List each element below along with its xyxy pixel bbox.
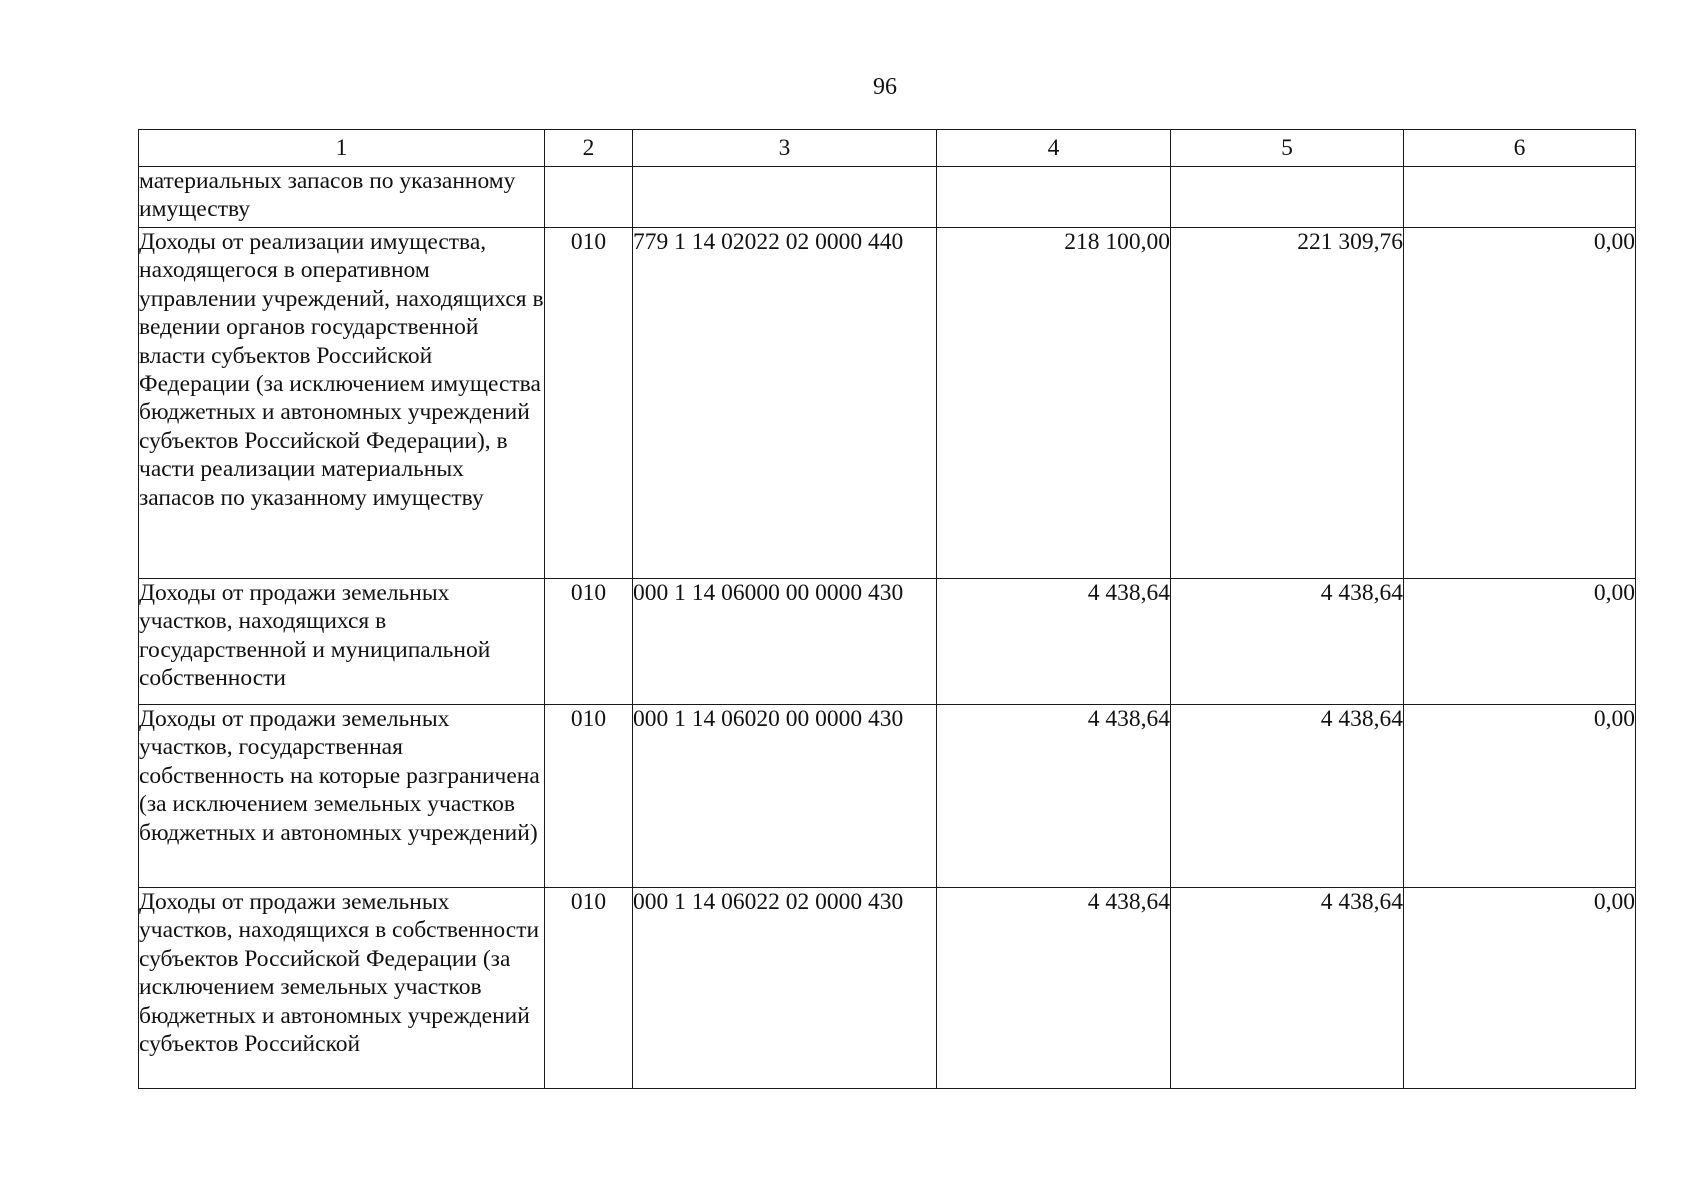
header-col-5: 5 <box>1171 130 1404 167</box>
table-row <box>139 579 1636 705</box>
row-name-cell: Доходы от продажи земельных участков, государственная собственность на которые разграничена (за исключением земельных участков бюджетных и автономных учреждений) <box>139 705 545 888</box>
header-col-2: 2 <box>545 130 633 167</box>
row-name-cell: материальных запасов по указанному имуществу <box>139 167 545 228</box>
row-col6-cell: 0,00 <box>1404 888 1636 1089</box>
row-kbk-cell: 000 1 14 06022 02 0000 430 <box>633 888 937 1089</box>
row-code-cell: 010 <box>545 705 633 888</box>
table-body <box>139 167 1636 1089</box>
row-kbk-cell <box>633 167 937 228</box>
row-col5-cell: 4 438,64 <box>1171 888 1404 1089</box>
row-name-cell: Доходы от продажи земельных участков, находящихся в собственности субъектов Российской Федерации (за исключением земельных участков бюджетных и автономных учреждений субъектов Российской <box>139 888 545 1089</box>
row-kbk-cell: 000 1 14 06020 00 0000 430 <box>633 705 937 888</box>
table-row <box>139 228 1636 579</box>
row-code-cell: 010 <box>545 228 633 579</box>
row-col5-cell: 4 438,64 <box>1171 579 1404 705</box>
row-col4-cell: 4 438,64 <box>937 888 1171 1089</box>
row-code-cell: 010 <box>545 888 633 1089</box>
table-row <box>139 888 1636 1089</box>
row-col6-cell <box>1404 167 1636 228</box>
row-col4-cell <box>937 167 1171 228</box>
row-col6-cell: 0,00 <box>1404 579 1636 705</box>
header-col-3: 3 <box>633 130 937 167</box>
revenue-table <box>138 129 1636 1089</box>
row-code-cell <box>545 167 633 228</box>
row-kbk-cell: 779 1 14 02022 02 0000 440 <box>633 228 937 579</box>
row-name-cell: Доходы от продажи земельных участков, находящихся в государственной и муниципальной собственности <box>139 579 545 705</box>
row-kbk-cell: 000 1 14 06000 00 0000 430 <box>633 579 937 705</box>
header-row <box>139 130 1636 167</box>
page-number: 96 <box>873 74 897 100</box>
row-col5-cell: 221 309,76 <box>1171 228 1404 579</box>
row-col5-cell <box>1171 167 1404 228</box>
row-col6-cell: 0,00 <box>1404 705 1636 888</box>
table-row <box>139 167 1636 228</box>
row-code-cell: 010 <box>545 579 633 705</box>
header-col-1: 1 <box>139 130 545 167</box>
header-col-6: 6 <box>1404 130 1636 167</box>
row-col5-cell: 4 438,64 <box>1171 705 1404 888</box>
row-col4-cell: 218 100,00 <box>937 228 1171 579</box>
table-header <box>139 130 1636 167</box>
row-col4-cell: 4 438,64 <box>937 705 1171 888</box>
row-name-cell: Доходы от реализации имущества, находящегося в оперативном управлении учреждений, находящихся в ведении органов государственной власти субъектов Российской Федерации (за исключением имущества бюджетных и автономных учреждений субъектов Российской Федерации), в части реализации материальных запасов по указанному имуществу <box>139 228 545 579</box>
table-row <box>139 705 1636 888</box>
row-col6-cell: 0,00 <box>1404 228 1636 579</box>
header-col-4: 4 <box>937 130 1171 167</box>
row-col4-cell: 4 438,64 <box>937 579 1171 705</box>
